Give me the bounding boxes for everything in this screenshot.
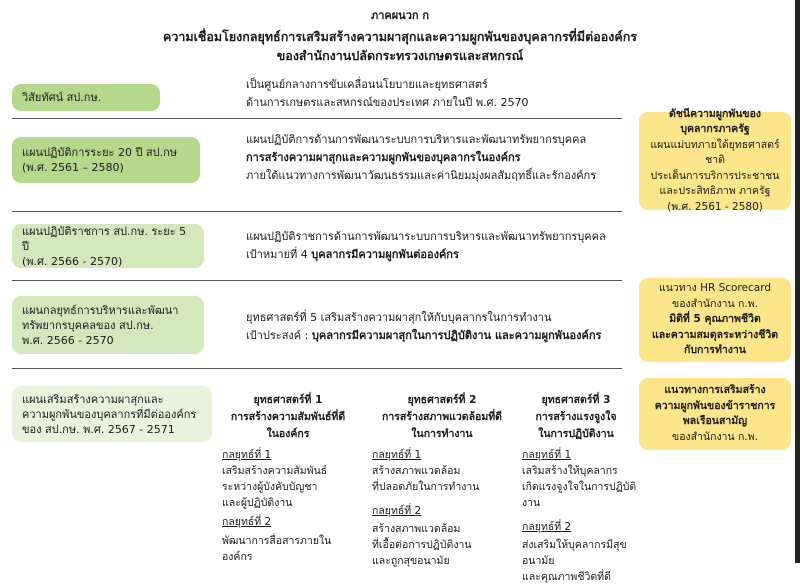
- plan5-desc-line-2: [246, 246, 606, 264]
- side-box-1-line-2: บุคลากรภาครัฐ: [680, 123, 750, 136]
- side-box-3-line-4: ของสำนักงาน ก.พ.: [672, 430, 758, 443]
- strategy-3-heading: [522, 392, 630, 443]
- strategy-1-title-2: ในองค์กร: [266, 428, 310, 440]
- strategy-2-tactic-2-line-1: สร้างสภาพแวดล้อม: [372, 523, 461, 535]
- hrplan-goal-prefix: เป้าประสงค์ :: [246, 329, 312, 342]
- divider-4: [12, 368, 622, 369]
- strategy-2-tactic-2-label: กลยุทธ์ที่ 2: [372, 505, 422, 517]
- strategy-1-tactic-1-label: กลยุทธ์ที่ 1: [222, 449, 272, 461]
- plan5-goal-prefix: เป้าหมายที่ 4: [246, 248, 312, 261]
- hrplan-desc-line-2: [246, 327, 601, 345]
- vision-desc-line-1: เป็นศูนย์กลางการขับเคลื่อนนโยบายและยุทธศาสตร์: [246, 78, 488, 91]
- hrplan-label-box: [12, 296, 204, 354]
- strategy-2-title-1: การสร้างสภาพแวดล้อมที่ดี: [382, 411, 502, 423]
- strategy-2-number: ยุทธศาสตร์ที่ 2: [407, 394, 477, 406]
- strategy-3-tactic-2-line-1: ส่งเสริมให้บุคลากรมีสุขอนามัย: [522, 539, 627, 567]
- strategy-1-tactic-1-line-2: ระหว่างผู้บังคับบัญชา: [222, 481, 318, 493]
- strategy-3-tactic-2-label: กลยุทธ์ที่ 2: [522, 521, 572, 533]
- title-line-2: ของสำนักงานปลัดกระทรวงเกษตรและสหกรณ์: [276, 48, 524, 63]
- strategy-3-title-1: การสร้างแรงจูงใจ: [535, 411, 617, 423]
- side-box-2-line-1: แนวทาง HR Scorecard: [658, 282, 772, 295]
- strategy-3-tactic-1-label: กลยุทธ์ที่ 1: [522, 449, 572, 461]
- divider-2: [12, 211, 622, 212]
- plan5-goal-bold: บุคลากรมีความผูกพันต่อองค์กร: [311, 248, 459, 261]
- vision-label: วิสัยทัศน์ สป.กษ.: [22, 91, 102, 104]
- side-box-1-line-3: แผนแม่บทภายใต้ยุทธศาสตร์ชาติ: [650, 138, 780, 167]
- divider-1: [12, 118, 622, 119]
- side-box-3-line-2: ความผูกพันของข้าราชการ: [654, 399, 776, 412]
- side-box-2-line-4: และความสมดุลระหว่างชีวิต: [651, 328, 779, 341]
- side-box-3-line-3: พลเรือนสามัญ: [682, 415, 748, 427]
- strategy-1-tactic-2-line-1: พัฒนาการสื่อสารภายในองค์กร: [222, 535, 332, 563]
- plan20-label-box: [12, 137, 200, 183]
- strategy-2-tactic-1-line-2: ที่ปลอดภัยในการทำงาน: [372, 481, 480, 493]
- plan5-desc-line-1: แผนปฏิบัติราชการด้านการพัฒนาระบบการบริหารและพัฒนาทรัพยากรบุคคล: [246, 230, 606, 243]
- strategy-3-title-2: ในการปฏิบัติงาน: [538, 428, 614, 440]
- strategy-2-title-2: ในการทำงาน: [411, 428, 473, 440]
- plan5-label-line-1: แผนปฏิบัติราชการ สป.กษ. ระยะ 5 ปี: [22, 224, 187, 253]
- strategy-2-tactic-1-label: กลยุทธ์ที่ 1: [372, 449, 422, 461]
- strategy-3-tactic-1-line-2: เกิดแรงจูงใจในการปฏิบัติงาน: [522, 481, 637, 509]
- divider-3: [12, 280, 622, 281]
- hrplan-description: [246, 309, 601, 345]
- strategy-2-tactic-1-line-1: สร้างสภาพแวดล้อม: [372, 465, 461, 477]
- strategy-2: [372, 392, 512, 569]
- hrplan-label-line-2: ทรัพยากรบุคคลของ สป.กษ.: [22, 318, 154, 332]
- strategy-2-tactic-2-line-3: และถูกสุขอนามัย: [372, 555, 450, 567]
- plan5-label-line-2: (พ.ศ. 2566 - 2570): [22, 254, 123, 268]
- side-box-1-line-1: ดัชนีความผูกพันของ: [668, 107, 762, 120]
- wellbeing-label-line-1: แผนเสริมสร้างความผาสุกและ: [22, 392, 164, 406]
- strategy-1-number: ยุทธศาสตร์ที่ 1: [253, 394, 323, 406]
- side-box-1-line-6: (พ.ศ. 2561 - 2580): [667, 200, 763, 213]
- side-box-2-line-2: ของสำนักงาน ก.พ.: [672, 297, 758, 310]
- side-box-civil-service: [639, 378, 791, 450]
- page-edge: [795, 0, 800, 563]
- strategy-1-tactic-2-label: กลยุทธ์ที่ 2: [222, 516, 272, 528]
- title-line-1: ความเชื่อมโยงกลยุทธ์การเสริมสร้างความผาสุกและความผูกพันของบุคลากรที่มีต่อองค์กร: [162, 29, 638, 44]
- plan20-label-line-1: แผนปฏิบัติการระยะ 20 ปี สป.กษ: [22, 146, 178, 159]
- side-box-hr-scorecard: [639, 278, 791, 362]
- appendix-label: ภาคผนวก ก: [370, 9, 430, 22]
- strategy-3-tactic-1-line-1: เสริมสร้างให้บุคลากร: [522, 465, 618, 477]
- wellbeing-label-line-2: ความผูกพันของบุคลากรที่มีต่อองค์กร: [22, 407, 197, 421]
- strategy-1: [222, 392, 354, 565]
- strategy-3-number: ยุทธศาสตร์ที่ 3: [541, 394, 611, 406]
- side-box-2-line-5: กับการทำงาน: [684, 344, 746, 357]
- plan5-label-box: [12, 224, 204, 268]
- strategy-2-heading: [372, 392, 512, 443]
- side-box-3-line-1: แนวทางการเสริมสร้าง: [664, 384, 766, 396]
- plan20-label-line-2: (พ.ศ. 2561 – 2580): [22, 161, 124, 174]
- strategy-2-tactic-2-line-2: ที่เอื้อต่อการปฏิบัติงาน: [372, 539, 472, 551]
- strategy-1-heading: [222, 392, 354, 443]
- hrplan-goal-bold: บุคลากรมีความผาสุกในการปฏิบัติงาน และความผูกพันองค์กร: [311, 329, 602, 342]
- plan20-desc-line-1: แผนปฏิบัติการด้านการพัฒนาระบบการบริหารและพัฒนาทรัพยากรบุคคล: [246, 133, 587, 146]
- strategy-1-tactic-1-line-3: และผู้ปฏิบัติงาน: [222, 497, 293, 509]
- side-box-1-line-4: ประเด็นการบริการประชาชน: [650, 169, 780, 182]
- wellbeing-label-box: [12, 386, 212, 442]
- plan20-desc-line-2: การสร้างความผาสุกและความผูกพันของบุคลากรในองค์กร: [246, 151, 521, 164]
- wellbeing-label-line-3: ของ สป.กษ. พ.ศ. 2567 - 2571: [22, 422, 175, 436]
- hrplan-label-line-1: แผนกลยุทธ์การบริหารและพัฒนา: [22, 303, 179, 317]
- hrplan-label-line-3: พ.ศ. 2566 - 2570: [22, 333, 114, 347]
- vision-description: [246, 76, 529, 112]
- page-title: [0, 27, 800, 65]
- strategy-3-tactic-2-line-2: และคุณภาพชีวิตที่ดี: [522, 571, 611, 583]
- vision-desc-line-2: ด้านการเกษตรและสหกรณ์ของประเทศ ภายในปี พ.ศ. 2570: [246, 96, 529, 109]
- strategy-3: [522, 392, 642, 585]
- strategy-1-tactic-1-line-1: เสริมสร้างความสัมพันธ์: [222, 465, 328, 477]
- hrplan-desc-line-1: ยุทธศาสตร์ที่ 5 เสริมสร้างความผาสุกให้กับบุคลากรในการทำงาน: [246, 311, 552, 324]
- side-box-2-line-3: มิติที่ 5 คุณภาพชีวิต: [669, 313, 761, 326]
- strategy-1-title-1: การสร้างความสัมพันธ์ที่ดี: [230, 411, 346, 423]
- vision-label-box: [12, 84, 160, 111]
- plan20-desc-line-3: ภายใต้แนวทางการพัฒนาวัฒนธรรมและค่านิยมมุ่งผลสัมฤทธิ์และรักองค์กร: [246, 169, 597, 182]
- side-box-engagement-index: [639, 107, 791, 213]
- plan5-description: [246, 228, 606, 264]
- side-box-1-line-5: และประสิทธิภาพ ภาครัฐ: [659, 185, 771, 198]
- plan20-description: [246, 131, 596, 185]
